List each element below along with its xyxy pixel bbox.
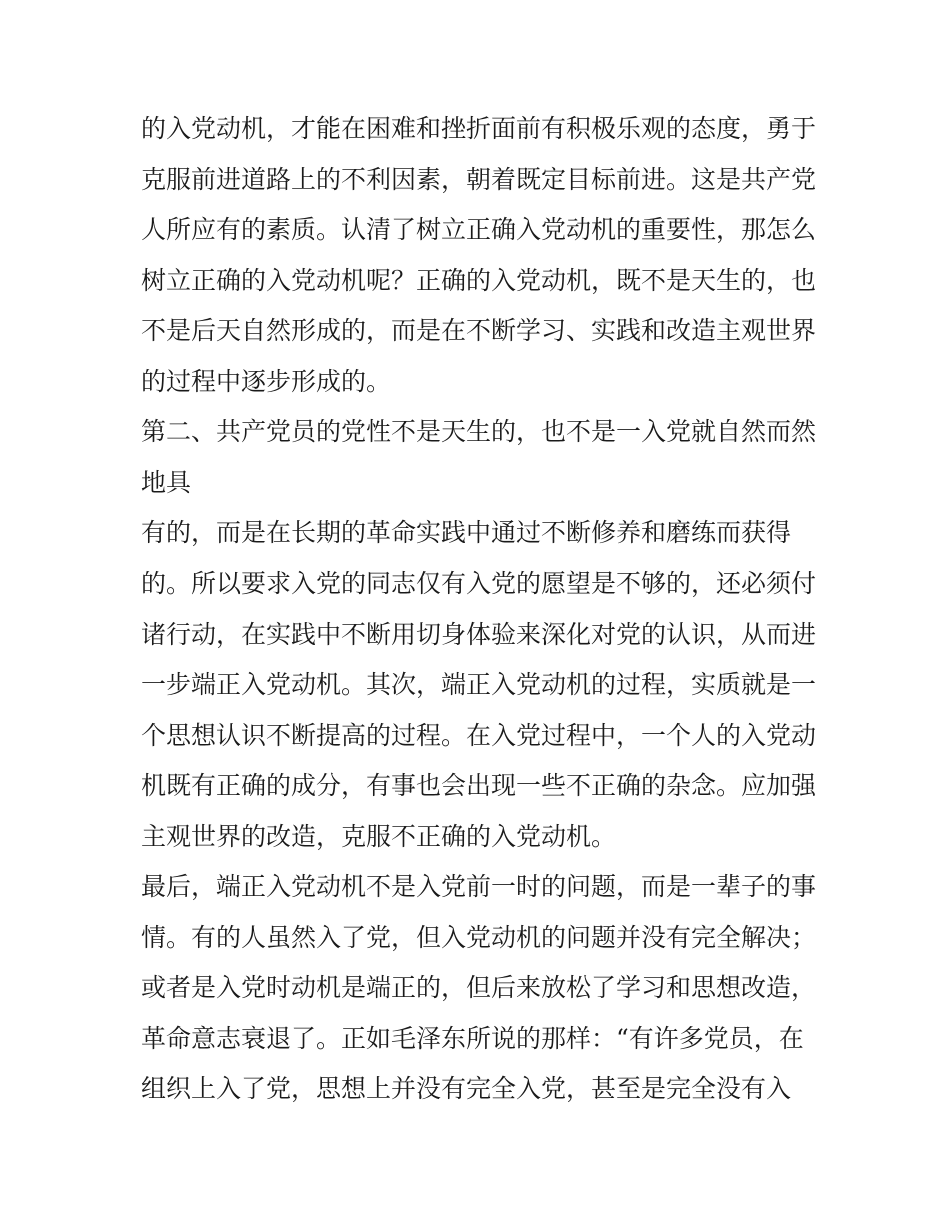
text-line: 情。有的人虽然入了党，但入党动机的问题并没有完全解决； (141, 923, 817, 952)
text-line: 最后，端正入党动机不是入党前一时的问题，而是一辈子的事 (141, 872, 817, 901)
text-line: 不是后天自然形成的，而是在不断学习、实践和改造主观世界 (141, 316, 817, 345)
text-line: 树立正确的入党动机呢？正确的入党动机，既不是天生的，也 (141, 266, 817, 295)
text-line: 的入党动机，才能在困难和挫折面前有积极乐观的态度，勇于 (141, 114, 817, 143)
text-line: 人所应有的素质。认清了树立正确入党动机的重要性，那怎么 (141, 215, 817, 244)
text-line: 地具 (141, 468, 192, 497)
section-heading-line: 第二、共产党员的党性不是天生的，也不是一入党就自然而然 (141, 417, 817, 446)
text-line: 克服前进道路上的不利因素，朝着既定目标前进。这是共产党 (141, 165, 817, 194)
text-line: 主观世界的改造，克服不正确的入党动机。 (141, 822, 617, 851)
text-line: 的。所以要求入党的同志仅有入党的愿望是不够的，还必须付 (141, 569, 817, 598)
text-line: 的过程中逐步形成的。 (141, 367, 392, 396)
text-line: 一步端正入党动机。其次，端正入党动机的过程，实质就是一 (141, 670, 817, 699)
text-line: 革命意志衰退了。正如毛泽东所说的那样：“有许多党员，在 (141, 1024, 804, 1053)
text-line: 诸行动，在实践中不断用切身体验来深化对党的认识，从而进 (141, 620, 817, 649)
text-line: 个思想认识不断提高的过程。在入党过程中，一个人的入党动 (141, 721, 817, 750)
text-line: 有的，而是在长期的革命实践中通过不断修养和磨练而获得 (141, 518, 792, 547)
text-line: 机既有正确的成分，有事也会出现一些不正确的杂念。应加强 (141, 771, 817, 800)
text-line: 或者是入党时动机是端正的，但后来放松了学习和思想改造， (141, 973, 817, 1002)
text-line: 组织上入了党，思想上并没有完全入党，甚至是完全没有入 (141, 1074, 792, 1103)
